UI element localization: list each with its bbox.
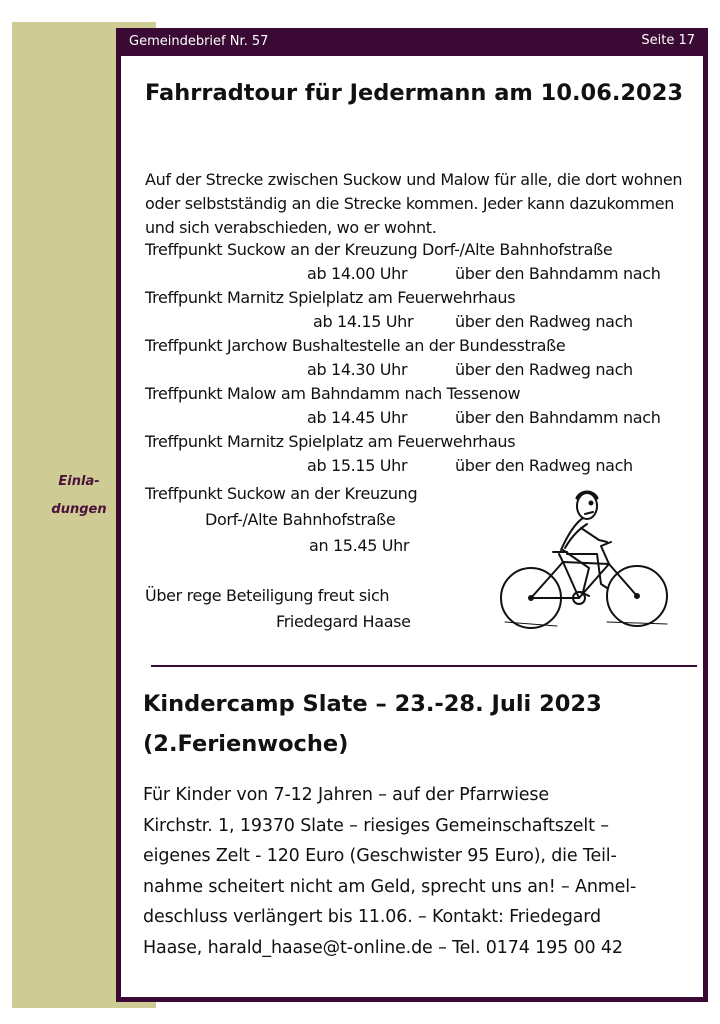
stop-time: ab 15.15 Uhr (307, 456, 408, 475)
stop-time: ab 14.30 Uhr (307, 360, 408, 379)
body-line: nahme scheitert nicht am Geld, sprecht uns an! – Anmel- (143, 876, 637, 897)
article-title-bike-tour: Fahrradtour für Jedermann am 10.06.2023 (145, 80, 684, 106)
stop-route: über den Radweg nach (455, 360, 633, 379)
stop-route: über den Radweg nach (455, 312, 633, 331)
body-line: Für Kinder von 7-12 Jahren – auf der Pfarrwiese (143, 785, 550, 805)
stop-time: ab 14.45 Uhr (307, 408, 408, 427)
article-intro: Auf der Strecke zwischen Suckow und Malow für alle, die dort wohnen oder selbstständig an die Strecke kommen. Jeder kann dazukommen und sich verabschieden, wo er wohnt. (145, 170, 683, 237)
stop-time: ab 14.00 Uhr (307, 264, 408, 283)
newsletter-number: Gemeindebrief Nr. 57 (129, 34, 269, 49)
stop-place: Treffpunkt Jarchow Bushaltestelle an der Bundesstraße (145, 336, 566, 355)
section-label-line1: Einla- (58, 474, 100, 489)
final-time: an 15.45 Uhr (309, 536, 410, 555)
page-frame (116, 28, 708, 1002)
final-place-line2: Dorf-/Alte Bahnhofstraße (205, 510, 396, 529)
stop-place: Treffpunkt Marnitz Spielplatz am Feuerwehrhaus (145, 432, 516, 451)
stop-place: Treffpunkt Suckow an der Kreuzung Dorf-/Alte Bahnhofstraße (145, 240, 613, 259)
closing-text: Über rege Beteiligung freut sich (145, 586, 390, 605)
body-line: deschluss verlängert bis 11.06. – Kontakt: Friedegard (143, 907, 601, 927)
signature: Friedegard Haase (276, 612, 411, 631)
page-number: Seite 17 (641, 33, 695, 48)
article-body-kids-camp (143, 780, 703, 963)
body-line: eigenes Zelt - 120 Euro (Geschwister 95 Euro), die Teil- (143, 846, 617, 866)
section-label-line2: dungen (51, 502, 107, 517)
body-line: Haase, harald_haase@t-online.de – Tel. 0174 195 00 42 (143, 937, 623, 958)
article-title-kids-camp: Kindercamp Slate – 23.-28. Juli 2023 (2.Ferienwoche) (143, 691, 602, 757)
body-line: Kirchstr. 1, 19370 Slate – riesiges Gemeinschaftszelt – (143, 815, 609, 836)
stop-route: über den Bahndamm nach (455, 408, 661, 427)
stop-route: über den Radweg nach (455, 456, 633, 475)
stop-place: Treffpunkt Marnitz Spielplatz am Feuerwehrhaus (145, 288, 516, 307)
stop-route: über den Bahndamm nach (455, 264, 661, 283)
stop-place: Treffpunkt Malow am Bahndamm nach Tessenow (145, 384, 521, 403)
page-header (121, 28, 703, 56)
cyclist-illustration (497, 488, 697, 638)
section-divider (151, 665, 697, 667)
final-place-line1: Treffpunkt Suckow an der Kreuzung (145, 484, 418, 503)
stop-time: ab 14.15 Uhr (313, 312, 414, 331)
